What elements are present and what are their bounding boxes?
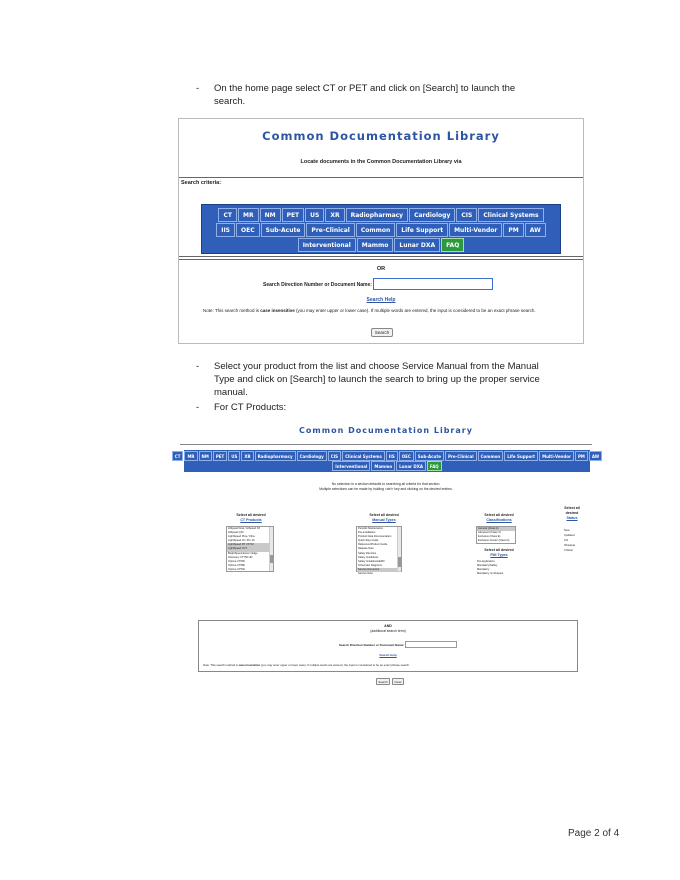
modality-button-cis[interactable]: CIS (456, 208, 477, 222)
screenshot-home-page (178, 118, 584, 344)
bullet-dash: - (196, 402, 200, 413)
list-option[interactable]: LightSpeed Plus / Ultra (228, 535, 255, 539)
list-option[interactable]: HiSpeed QX/i (228, 531, 244, 535)
modality-row (174, 451, 600, 461)
divider (180, 444, 592, 445)
modality-panel (201, 204, 561, 254)
library-title: Common Documentation Library (299, 426, 473, 435)
list-option[interactable]: New (564, 528, 570, 532)
clear-button[interactable]: Clear (392, 678, 404, 685)
screenshot-ct-search (174, 420, 600, 692)
modality-button-ct[interactable]: CT (218, 208, 237, 222)
note-bold: case insensitive (260, 308, 295, 313)
modality-row (202, 223, 560, 237)
heading-text: desired (565, 511, 579, 515)
list-option[interactable]: Critical (564, 548, 573, 552)
library-title: Common Documentation Library (262, 129, 500, 143)
list-option[interactable]: Optima CT540 (228, 567, 245, 571)
note-prefix: Note: This search method is (203, 308, 261, 313)
heading-text: Select all (564, 506, 580, 510)
search-section (179, 259, 583, 343)
modality-button-radiopharmacy[interactable]: Radiopharmacy (346, 208, 409, 222)
heading-text: Select all desired (484, 548, 514, 552)
list-option[interactable]: Product Data Documentation (358, 535, 392, 539)
modality-button-aw[interactable]: AW (589, 451, 602, 461)
and-search-section (198, 620, 578, 672)
bullet-dash: - (196, 83, 200, 94)
modality-button-interventional[interactable]: Interventional (298, 238, 356, 252)
list-option[interactable]: Mandatory on Request (477, 572, 504, 576)
list-option[interactable]: Mandatory (477, 568, 490, 572)
list-option[interactable]: Release Note (358, 547, 374, 551)
list-option[interactable]: Pre-Installation (358, 531, 376, 535)
heading-sub: Classifications (486, 518, 512, 522)
modality-button-xr[interactable]: XR (241, 451, 253, 461)
search-label: Search Direction Number or Document Name: (339, 643, 405, 647)
bullet-text: Select your product from the list and choose Service Manual from the Manual Type and click on [Search] to launch the search to bring up the proper service manual. (214, 361, 540, 398)
bullet-text: For CT Products: (214, 402, 287, 413)
list-option[interactable]: Reference/Product Guide (358, 543, 388, 547)
list-option[interactable]: Updated (564, 533, 575, 537)
search-input[interactable] (405, 641, 457, 648)
modality-button-us[interactable]: US (305, 208, 324, 222)
search-help-link[interactable]: Search Help (366, 297, 396, 303)
modality-button-multi-vendor[interactable]: Multi-Vendor (449, 223, 502, 237)
status-list[interactable] (564, 528, 588, 553)
list-option[interactable]: Advanced (Class C) (478, 531, 502, 535)
or-label: OR (376, 266, 386, 272)
modality-button-pre-clinical[interactable]: Pre-Clinical (445, 451, 477, 461)
heading-sub: FMI Types (490, 553, 508, 557)
scrollbar[interactable] (269, 527, 273, 571)
modality-row (202, 238, 560, 252)
bullet-dash: - (196, 361, 200, 372)
list-option[interactable]: Schematic Diagrams (358, 563, 382, 567)
classifications-listbox[interactable] (476, 526, 516, 544)
list-option[interactable]: Mandatory/Safety (477, 564, 498, 568)
search-label: Search Direction Number or Document Name: (263, 282, 372, 288)
modality-button-common[interactable]: Common (356, 223, 395, 237)
modality-button-interventional[interactable]: Interventional (332, 461, 370, 471)
search-input[interactable] (373, 278, 493, 290)
and-label: AND (384, 624, 392, 628)
list-option[interactable]: Pre-Application (477, 560, 495, 563)
list-option[interactable]: Service Note (358, 572, 373, 576)
modality-button-xr[interactable]: XR (325, 208, 344, 222)
list-option[interactable]: Safety Guidelines/EMC (358, 559, 385, 563)
manual-types-listbox[interactable] (356, 526, 402, 576)
modality-row (202, 208, 560, 222)
heading-text: Select all desired (484, 513, 514, 517)
modality-button-mr[interactable]: MR (238, 208, 259, 222)
heading-text: Select all desired (236, 513, 266, 517)
list-option[interactable]: Safety Directive (358, 551, 377, 555)
modality-button-sub-acute[interactable]: Sub-Acute (415, 451, 444, 461)
list-option[interactable]: Obsolete (564, 543, 576, 547)
heading-sub: Status (566, 516, 578, 520)
modality-panel (174, 450, 600, 472)
search-note (203, 308, 563, 315)
modality-button-lunar-dxa[interactable]: Lunar DXA (396, 461, 426, 471)
search-note (203, 663, 575, 667)
modality-button-oec[interactable]: OEC (236, 223, 260, 237)
modality-button-mammo[interactable]: Mammo (357, 238, 394, 252)
modality-button-cis[interactable]: CIS (328, 451, 341, 461)
selection-help-line: No selection in a section defaults to searching all criteria for that section. (331, 482, 441, 486)
criteria-label: Search criteria: (181, 180, 222, 186)
list-option[interactable]: Safety Guidelines (358, 555, 379, 559)
modality-button-pet[interactable]: PET (282, 208, 305, 222)
list-option[interactable]: Optima CT580 (228, 563, 245, 567)
modality-button-cardiology[interactable]: Cardiology (409, 208, 455, 222)
search-button[interactable]: Search (376, 678, 390, 685)
modality-button-faq[interactable]: FAQ (441, 238, 464, 252)
classifications-heading (476, 513, 522, 523)
modality-button-clinical-systems[interactable]: Clinical Systems (478, 208, 543, 222)
scroll-thumb[interactable] (398, 557, 401, 567)
modality-row (184, 461, 590, 471)
modality-button-us[interactable]: US (228, 451, 240, 461)
list-option[interactable]: Service Document (357, 568, 401, 572)
modality-button-pre-clinical[interactable]: Pre-Clinical (306, 223, 354, 237)
scrollbar[interactable] (397, 527, 401, 571)
selection-help (180, 482, 592, 492)
list-option[interactable]: LightSpeed 16 / Pro 16 (228, 539, 255, 543)
modality-button-nm[interactable]: NM (199, 451, 212, 461)
list-option[interactable]: Discovery CT750 HD (228, 555, 253, 559)
list-option[interactable]: General (Class A) (477, 527, 515, 531)
modality-button-ct[interactable]: CT (172, 451, 184, 461)
list-option[interactable]: CO (564, 538, 569, 542)
fmi-types-listbox[interactable] (476, 560, 516, 579)
modality-button-mammo[interactable]: Mammo (371, 461, 395, 471)
search-help-link[interactable]: Search Help (379, 653, 397, 657)
modality-button-lunar-dxa[interactable]: Lunar DXA (394, 238, 440, 252)
modality-button-faq[interactable]: FAQ (427, 461, 442, 471)
modality-button-clinical-systems[interactable]: Clinical Systems (342, 451, 385, 461)
heading-text: Select all desired (369, 513, 399, 517)
list-option[interactable]: Periodic Maintenance (358, 527, 383, 530)
note-prefix: Note: This search method is (203, 663, 239, 667)
note-suffix: (you may enter upper or lower case). If multiple words are entered, the input is considered to be an exact phrase search. (294, 308, 536, 313)
modality-button-pet[interactable]: PET (213, 451, 227, 461)
list-option[interactable]: Exclusive Vendor (Class D) (478, 539, 510, 543)
list-option[interactable]: Exclusive (Class E) (478, 535, 501, 539)
modality-button-common[interactable]: Common (478, 451, 504, 461)
modality-button-multi-vendor[interactable]: Multi-Vendor (539, 451, 574, 461)
modality-button-life-support[interactable]: Life Support (504, 451, 538, 461)
modality-button-iis[interactable]: IIS (386, 451, 398, 461)
modality-button-life-support[interactable]: Life Support (396, 223, 448, 237)
list-option[interactable]: HiSpeed Dual / HiSpeed FX (228, 527, 261, 530)
modality-button-radiopharmacy[interactable]: Radiopharmacy (255, 451, 296, 461)
note-bold: case insensitive (238, 663, 261, 667)
manual-types-heading (356, 513, 412, 523)
products-listbox[interactable] (226, 526, 274, 572)
modality-button-sub-acute[interactable]: Sub-Acute (261, 223, 306, 237)
scroll-thumb[interactable] (270, 555, 273, 563)
list-option[interactable]: LightSpeed VCT (227, 547, 273, 551)
modality-button-pm[interactable]: PM (575, 451, 588, 461)
bullet-text: On the home page select CT or PET and click on [Search] to launch the search. (214, 83, 516, 107)
list-option[interactable]: Optima CT660 (228, 559, 245, 563)
modality-button-cardiology[interactable]: Cardiology (297, 451, 327, 461)
note-suffix: (you may enter upper or lower case). If multiple words are entered, the input is considered to be an exact phrase search. (260, 663, 410, 667)
and-sub-label: (additional search term) (370, 629, 406, 633)
fmi-types-heading (476, 548, 522, 558)
locate-text: Locate documents in the Common Documentation Library via (300, 159, 462, 165)
heading-sub: CT Products (240, 518, 262, 522)
page-number: Page 2 of 4 (568, 828, 620, 839)
products-heading (226, 513, 276, 523)
selection-help-line: Multiple selections can be made by holding <ctrl> key and clicking on the desired entries. (319, 487, 453, 491)
modality-button-pm[interactable]: PM (503, 223, 523, 237)
list-option[interactable]: Quick Step Guide (358, 539, 379, 543)
search-button[interactable]: Search (371, 328, 393, 337)
modality-button-iis[interactable]: IIS (216, 223, 235, 237)
status-heading (560, 506, 584, 521)
modality-button-oec[interactable]: OEC (399, 451, 414, 461)
modality-button-mr[interactable]: MR (184, 451, 197, 461)
list-option[interactable]: BrightSpeed Excel / Edge (228, 551, 258, 555)
heading-sub: Manual Types (372, 518, 396, 522)
modality-button-aw[interactable]: AW (525, 223, 546, 237)
modality-button-nm[interactable]: NM (260, 208, 281, 222)
list-option[interactable]: LightSpeed RT / RT16 (227, 543, 273, 547)
